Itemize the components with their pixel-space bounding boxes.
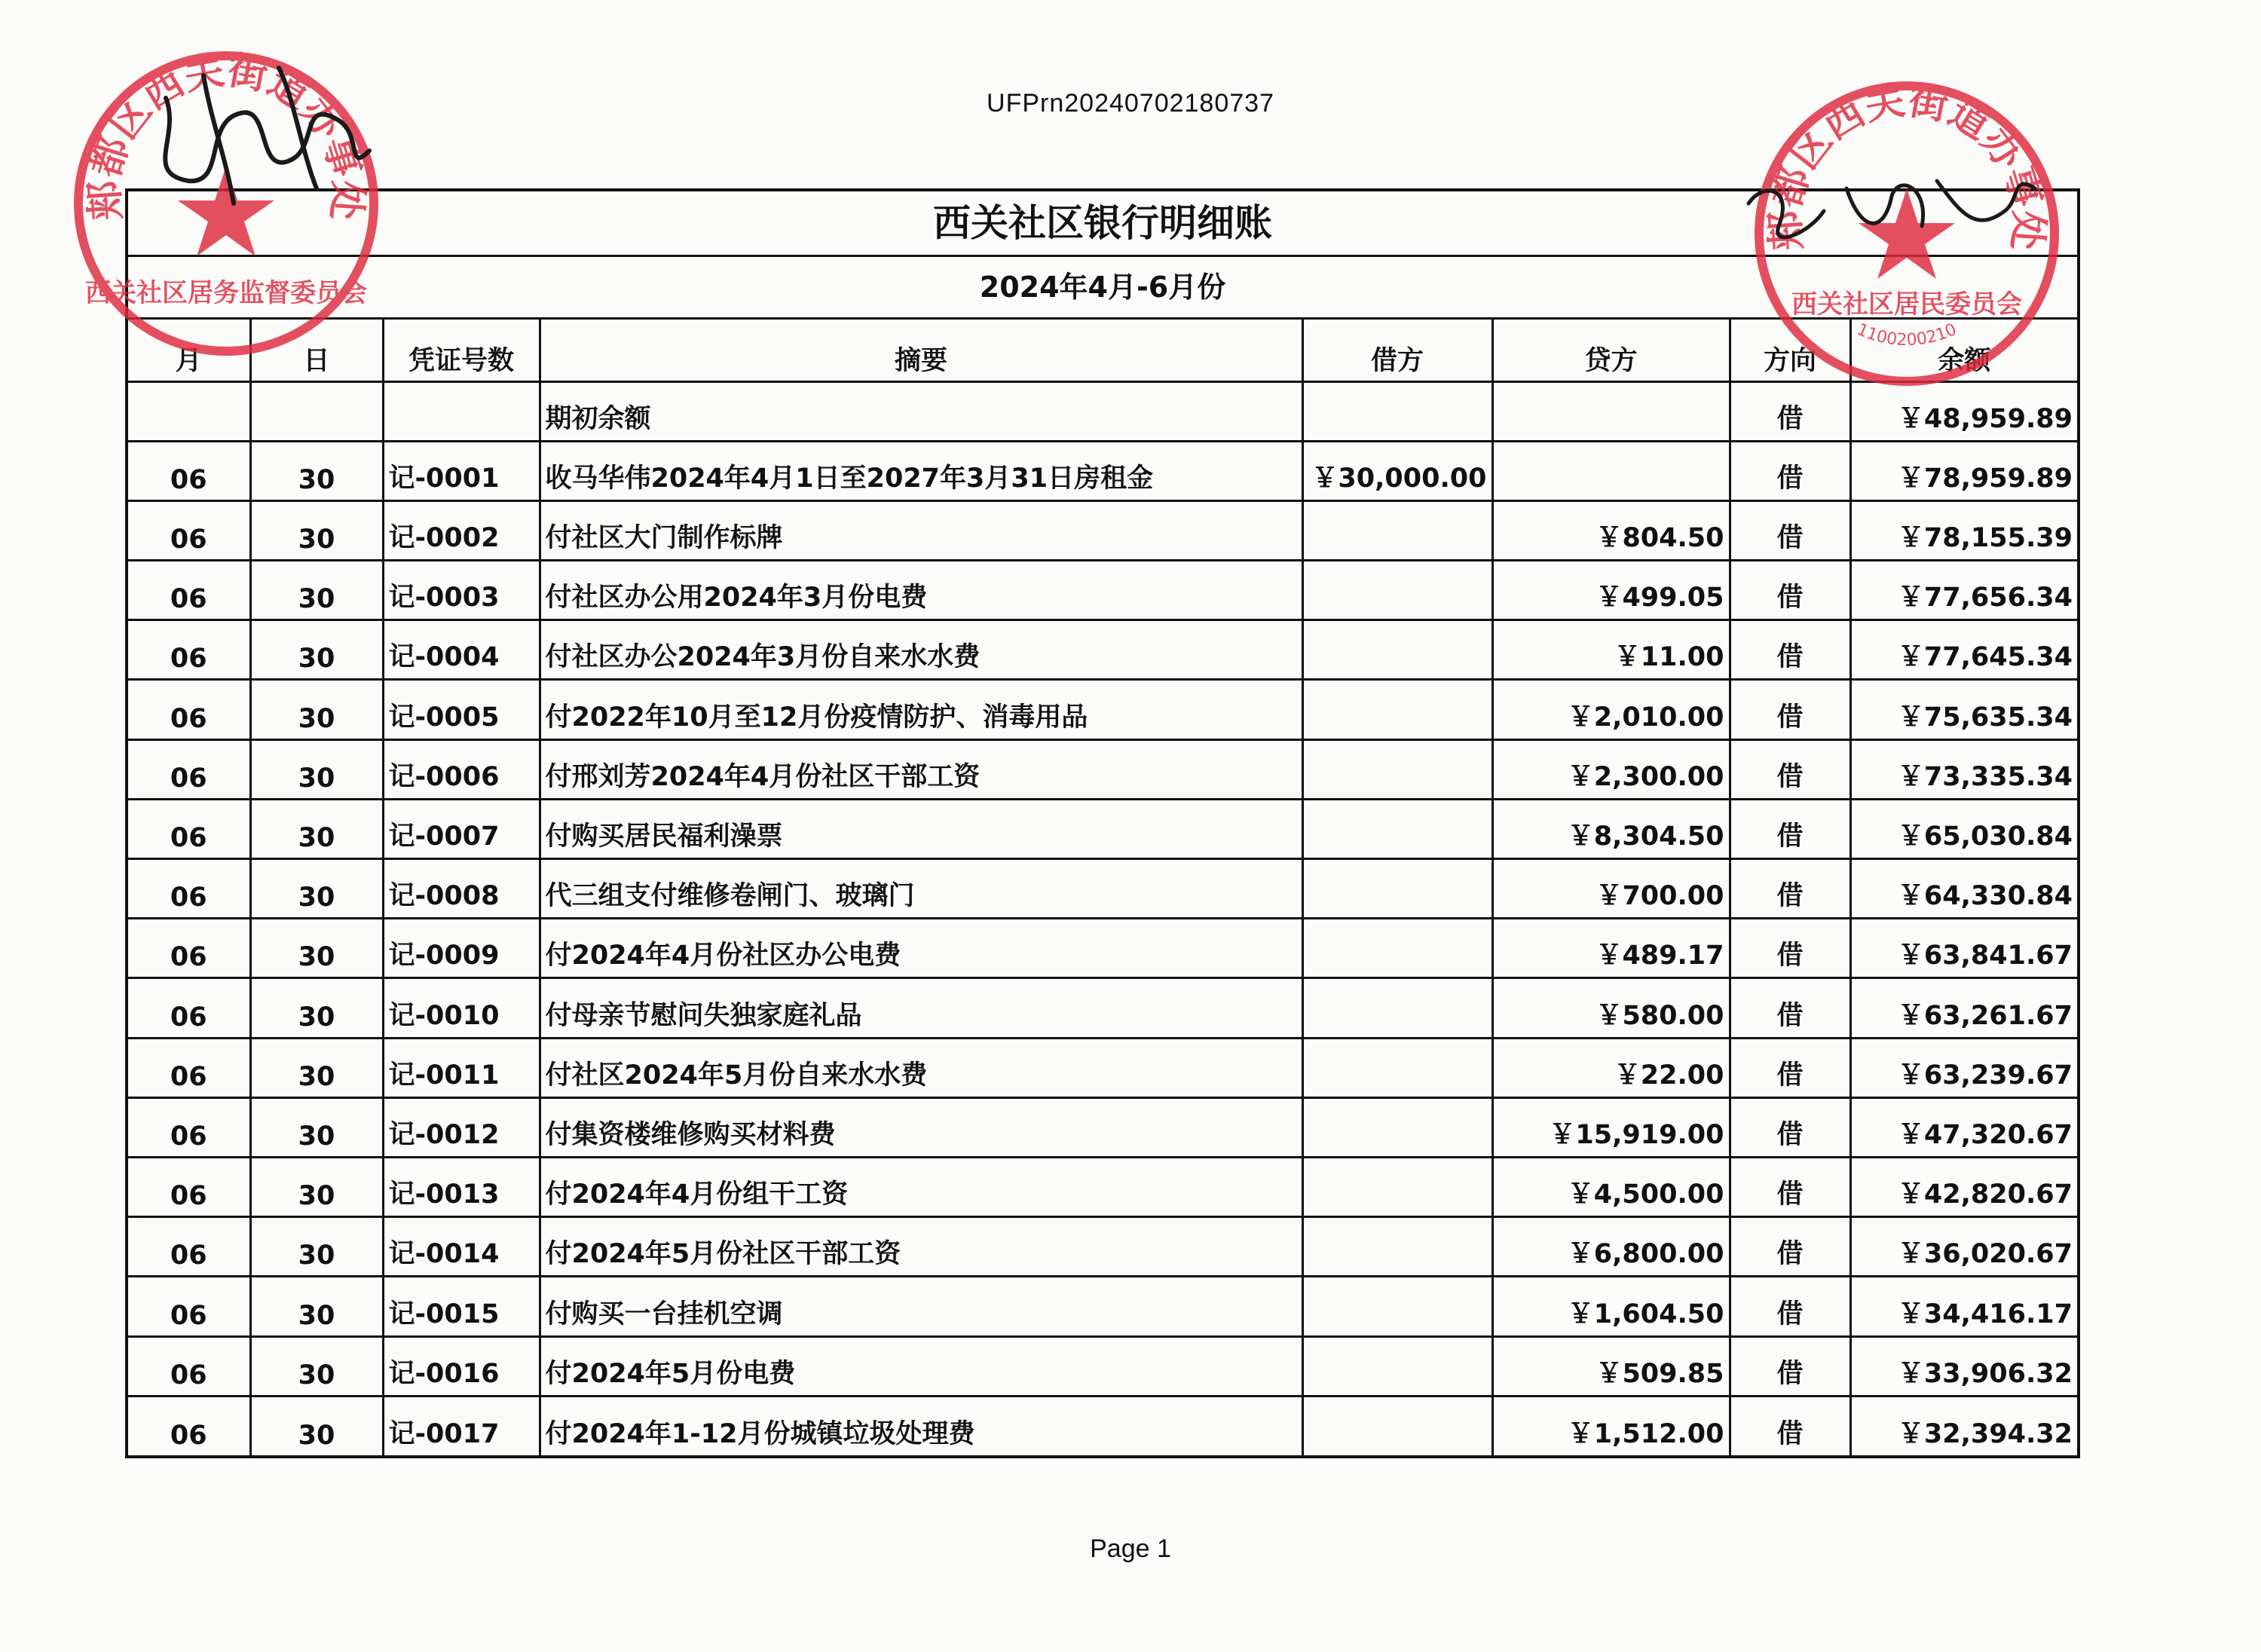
cell-debit [1302, 381, 1492, 441]
cell-voucher-no: 记-0008 [383, 859, 540, 919]
cell-credit: ￥1,512.00 [1492, 1396, 1730, 1455]
ledger-row [128, 859, 2077, 919]
cell-summary: 代三组支付维修卷闸门、玻璃门 [540, 859, 1302, 919]
cell-balance: ￥36,020.67 [1850, 1217, 2077, 1277]
right-seal-ring-text: 郏都区西关街道办事处 [1762, 78, 2051, 252]
cell-direction: 借 [1730, 620, 1850, 680]
ledger-row [128, 919, 2077, 978]
cell-month: 06 [128, 859, 250, 919]
ledger-row [128, 441, 2077, 500]
cell-direction: 借 [1730, 739, 1850, 799]
cell-debit [1302, 1396, 1492, 1455]
cell-debit [1302, 1217, 1492, 1277]
cell-direction: 借 [1730, 1277, 1850, 1336]
cell-month: 06 [128, 1038, 250, 1097]
cell-summary: 付社区2024年5月份自来水水费 [540, 1038, 1302, 1097]
cell-day [250, 381, 383, 441]
cell-direction: 借 [1730, 978, 1850, 1038]
cell-balance: ￥73,335.34 [1850, 739, 2077, 799]
cell-direction: 借 [1730, 381, 1850, 441]
cell-balance: ￥77,656.34 [1850, 561, 2077, 620]
ledger-row [128, 1396, 2077, 1455]
cell-credit: ￥580.00 [1492, 978, 1730, 1038]
ledger-row [128, 620, 2077, 680]
cell-voucher-no: 记-0009 [383, 919, 540, 978]
document-id: UFPrn20240702180737 [987, 89, 1274, 118]
cell-month: 06 [128, 1097, 250, 1157]
header-summary: 摘要 [540, 320, 1302, 381]
cell-debit [1302, 500, 1492, 560]
cell-credit [1492, 441, 1730, 500]
cell-direction: 借 [1730, 680, 1850, 739]
ledger-row [128, 1157, 2077, 1216]
cell-voucher-no: 记-0014 [383, 1217, 540, 1277]
cell-debit [1302, 799, 1492, 858]
cell-balance: ￥48,959.89 [1850, 381, 2077, 441]
cell-month: 06 [128, 1217, 250, 1277]
left-seal-ring-text: 郏都区西关街道办事处 [81, 47, 371, 222]
cell-debit [1302, 620, 1492, 680]
cell-summary: 付2024年5月份社区干部工资 [540, 1217, 1302, 1277]
cell-debit [1302, 978, 1492, 1038]
cell-direction: 借 [1730, 1157, 1850, 1216]
header-day: 日 [250, 320, 383, 381]
cell-credit: ￥4,500.00 [1492, 1157, 1730, 1216]
ledger-row [128, 680, 2077, 739]
cell-month: 06 [128, 1157, 250, 1216]
cell-debit [1302, 561, 1492, 620]
cell-summary: 付社区办公2024年3月份自来水水费 [540, 620, 1302, 680]
cell-voucher-no: 记-0015 [383, 1277, 540, 1336]
cell-debit [1302, 1038, 1492, 1097]
cell-month [128, 381, 250, 441]
page-number: Page 1 [1090, 1534, 1171, 1563]
header-direction: 方向 [1730, 320, 1850, 381]
cell-voucher-no: 记-0002 [383, 500, 540, 560]
cell-day: 30 [250, 859, 383, 919]
ledger-table [128, 320, 2077, 1455]
cell-month: 06 [128, 1396, 250, 1455]
cell-direction: 借 [1730, 1396, 1850, 1455]
cell-month: 06 [128, 1336, 250, 1396]
cell-day: 30 [250, 441, 383, 500]
cell-credit: ￥2,010.00 [1492, 680, 1730, 739]
cell-voucher-no: 记-0010 [383, 978, 540, 1038]
cell-debit [1302, 1336, 1492, 1396]
cell-direction: 借 [1730, 441, 1850, 500]
cell-day: 30 [250, 1217, 383, 1277]
ledger-period: 2024年4月-6月份 [128, 257, 2077, 320]
cell-direction: 借 [1730, 500, 1850, 560]
cell-voucher-no: 记-0003 [383, 561, 540, 620]
cell-debit [1302, 1277, 1492, 1336]
cell-day: 30 [250, 799, 383, 858]
cell-month: 06 [128, 919, 250, 978]
cell-voucher-no: 记-0016 [383, 1336, 540, 1396]
cell-summary: 期初余额 [540, 381, 1302, 441]
cell-balance: ￥42,820.67 [1850, 1157, 2077, 1216]
cell-day: 30 [250, 919, 383, 978]
cell-direction: 借 [1730, 1336, 1850, 1396]
cell-month: 06 [128, 739, 250, 799]
ledger-body [128, 381, 2077, 1455]
cell-summary: 付集资楼维修购买材料费 [540, 1097, 1302, 1157]
cell-credit: ￥499.05 [1492, 561, 1730, 620]
cell-day: 30 [250, 1396, 383, 1455]
cell-summary: 收马华伟2024年4月1日至2027年3月31日房租金 [540, 441, 1302, 500]
cell-voucher-no: 记-0005 [383, 680, 540, 739]
ledger-row [128, 561, 2077, 620]
ledger-row [128, 799, 2077, 858]
cell-credit: ￥489.17 [1492, 919, 1730, 978]
cell-credit: ￥2,300.00 [1492, 739, 1730, 799]
cell-balance: ￥65,030.84 [1850, 799, 2077, 858]
cell-month: 06 [128, 978, 250, 1038]
cell-month: 06 [128, 620, 250, 680]
cell-month: 06 [128, 441, 250, 500]
cell-credit [1492, 381, 1730, 441]
cell-month: 06 [128, 680, 250, 739]
cell-direction: 借 [1730, 561, 1850, 620]
cell-day: 30 [250, 978, 383, 1038]
header-row [128, 320, 2077, 381]
cell-summary: 付母亲节慰问失独家庭礼品 [540, 978, 1302, 1038]
cell-summary: 付购买一台挂机空调 [540, 1277, 1302, 1336]
left-signature [165, 68, 369, 203]
header-debit: 借方 [1302, 320, 1492, 381]
cell-voucher-no: 记-0004 [383, 620, 540, 680]
cell-credit: ￥22.00 [1492, 1038, 1730, 1097]
cell-balance: ￥63,841.67 [1850, 919, 2077, 978]
ledger-row [128, 1217, 2077, 1277]
cell-credit: ￥804.50 [1492, 500, 1730, 560]
cell-day: 30 [250, 1277, 383, 1336]
cell-month: 06 [128, 799, 250, 858]
cell-voucher-no: 记-0007 [383, 799, 540, 858]
cell-voucher-no: 记-0013 [383, 1157, 540, 1216]
cell-summary: 付社区办公用2024年3月份电费 [540, 561, 1302, 620]
header-balance: 余额 [1850, 320, 2077, 381]
ledger-row [128, 381, 2077, 441]
ledger-row [128, 1277, 2077, 1336]
cell-voucher-no [383, 381, 540, 441]
cell-month: 06 [128, 561, 250, 620]
cell-voucher-no: 记-0006 [383, 739, 540, 799]
cell-debit [1302, 680, 1492, 739]
cell-credit: ￥11.00 [1492, 620, 1730, 680]
right-seal-code: 1100200210 [1853, 320, 1960, 350]
cell-debit [1302, 1097, 1492, 1157]
cell-debit [1302, 859, 1492, 919]
cell-day: 30 [250, 1097, 383, 1157]
cell-balance: ￥78,959.89 [1850, 441, 2077, 500]
cell-balance: ￥63,239.67 [1850, 1038, 2077, 1097]
cell-voucher-no: 记-0011 [383, 1038, 540, 1097]
ledger-row [128, 500, 2077, 560]
cell-direction: 借 [1730, 799, 1850, 858]
cell-day: 30 [250, 1038, 383, 1097]
cell-summary: 付购买居民福利澡票 [540, 799, 1302, 858]
cell-debit [1302, 1157, 1492, 1216]
cell-summary: 付社区大门制作标牌 [540, 500, 1302, 560]
cell-month: 06 [128, 500, 250, 560]
ledger-row [128, 1038, 2077, 1097]
header-month: 月 [128, 320, 250, 381]
cell-summary: 付2024年5月份电费 [540, 1336, 1302, 1396]
cell-debit [1302, 919, 1492, 978]
cell-credit: ￥8,304.50 [1492, 799, 1730, 858]
cell-voucher-no: 记-0012 [383, 1097, 540, 1157]
cell-balance: ￥75,635.34 [1850, 680, 2077, 739]
cell-day: 30 [250, 1157, 383, 1216]
cell-balance: ￥47,320.67 [1850, 1097, 2077, 1157]
cell-direction: 借 [1730, 859, 1850, 919]
cell-credit: ￥509.85 [1492, 1336, 1730, 1396]
cell-balance: ￥78,155.39 [1850, 500, 2077, 560]
cell-balance: ￥64,330.84 [1850, 859, 2077, 919]
cell-direction: 借 [1730, 1097, 1850, 1157]
cell-summary: 付邢刘芳2024年4月份社区干部工资 [540, 739, 1302, 799]
cell-month: 06 [128, 1277, 250, 1336]
cell-voucher-no: 记-0001 [383, 441, 540, 500]
cell-day: 30 [250, 680, 383, 739]
cell-balance: ￥77,645.34 [1850, 620, 2077, 680]
cell-credit: ￥6,800.00 [1492, 1217, 1730, 1277]
cell-balance: ￥34,416.17 [1850, 1277, 2077, 1336]
header-credit: 贷方 [1492, 320, 1730, 381]
cell-debit [1302, 739, 1492, 799]
cell-day: 30 [250, 500, 383, 560]
cell-direction: 借 [1730, 919, 1850, 978]
cell-credit: ￥700.00 [1492, 859, 1730, 919]
cell-day: 30 [250, 1336, 383, 1396]
cell-voucher-no: 记-0017 [383, 1396, 540, 1455]
ledger-row [128, 1097, 2077, 1157]
cell-day: 30 [250, 620, 383, 680]
cell-summary: 付2024年4月份社区办公电费 [540, 919, 1302, 978]
cell-direction: 借 [1730, 1038, 1850, 1097]
ledger-row [128, 739, 2077, 799]
ledger-title: 西关社区银行明细账 [128, 191, 2077, 257]
cell-balance: ￥63,261.67 [1850, 978, 2077, 1038]
header-voucher: 凭证号数 [383, 320, 540, 381]
cell-credit: ￥15,919.00 [1492, 1097, 1730, 1157]
ledger-row [128, 978, 2077, 1038]
cell-day: 30 [250, 739, 383, 799]
cell-summary: 付2024年4月份组干工资 [540, 1157, 1302, 1216]
bank-ledger [125, 188, 2080, 1458]
right-seal-inner-text: 西关社区居民委员会 [1791, 289, 2022, 320]
cell-credit: ￥1,604.50 [1492, 1277, 1730, 1336]
cell-summary: 付2022年10月至12月份疫情防护、消毒用品 [540, 680, 1302, 739]
cell-day: 30 [250, 561, 383, 620]
cell-direction: 借 [1730, 1217, 1850, 1277]
ledger-row [128, 1336, 2077, 1396]
cell-summary: 付2024年1-12月份城镇垃圾处理费 [540, 1396, 1302, 1455]
left-seal-inner-text: 西关社区居务监督委员会 [85, 278, 367, 308]
cell-balance: ￥32,394.32 [1850, 1396, 2077, 1455]
cell-debit: ￥30,000.00 [1302, 441, 1492, 500]
cell-balance: ￥33,906.32 [1850, 1336, 2077, 1396]
